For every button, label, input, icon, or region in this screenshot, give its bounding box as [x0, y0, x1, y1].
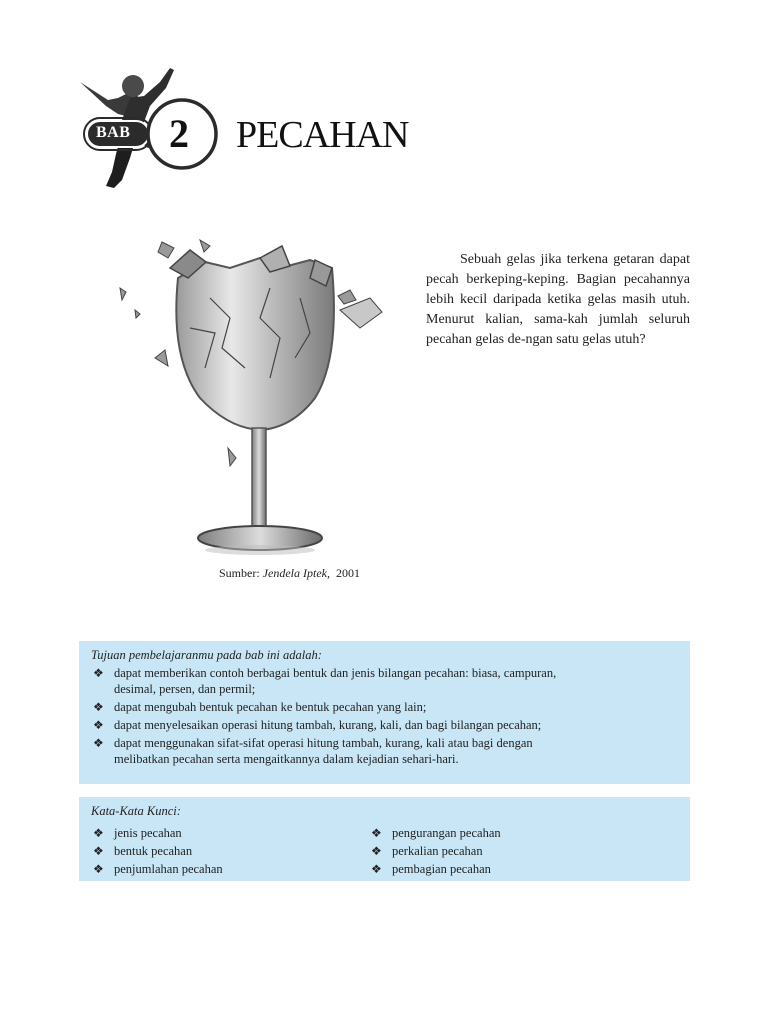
caption-year: 2001: [335, 566, 360, 580]
broken-glass-image: [110, 238, 400, 568]
keywords-title: Kata-Kata Kunci:: [91, 804, 181, 818]
bullet-icon: ❖: [93, 666, 104, 680]
keyword-item: ❖ pengurangan pecahan: [371, 826, 501, 840]
bab-label: BAB: [96, 124, 131, 141]
bullet-icon: ❖: [93, 718, 104, 732]
list-item: ❖ dapat memberikan contoh berbagai bentuk dan jenis bilangan pecahan: biasa, campuran, desimal, persen, dan permil;: [93, 666, 557, 696]
objectives-list: [91, 665, 678, 767]
bullet-icon: ❖: [93, 826, 104, 840]
bullet-icon: ❖: [93, 844, 104, 858]
keyword-item: ❖ perkalian pecahan: [371, 844, 483, 858]
bullet-icon: ❖: [93, 736, 104, 750]
objectives-title: Tujuan pembelajaranmu pada bab ini adalah:: [91, 648, 322, 662]
bullet-icon: ❖: [93, 862, 104, 876]
keywords-list: [91, 825, 678, 879]
list-item: ❖ dapat mengubah bentuk pecahan ke bentuk pecahan yang lain;: [93, 700, 427, 714]
caption-source: Jendela Iptek,: [262, 566, 330, 580]
list-item: ❖ dapat menggunakan sifat-sifat operasi hitung tambah, kurang, kali atau bagi dengan melibatkan pecahan serta mengaitkannya dalam kejadian sehari-hari.: [93, 736, 533, 766]
keyword-item: ❖ bentuk pecahan: [93, 844, 193, 858]
keyword-item: ❖ pembagian pecahan: [371, 862, 491, 876]
keywords-box: [79, 797, 690, 881]
keyword-item: ❖ penjumlahan pecahan: [93, 862, 223, 876]
chapter-title: PECAHAN: [236, 114, 409, 156]
bullet-icon: ❖: [371, 862, 382, 876]
list-item: ❖ dapat menyelesaikan operasi hitung tambah, kurang, kali, dan bagi bilangan pecahan;: [93, 718, 542, 732]
bullet-icon: ❖: [371, 826, 382, 840]
bullet-icon: ❖: [371, 844, 382, 858]
objectives-box: [79, 641, 690, 784]
chapter-number: 2: [169, 111, 189, 156]
bullet-icon: ❖: [93, 700, 104, 714]
caption-prefix: Sumber:: [219, 566, 260, 580]
intro-paragraph: Sebuah gelas jika terkena getaran dapat pecah berkeping-keping. Bagian pecahannya lebih kecil daripada ketika gelas masih utuh. Menurut kalian, sama-kah jumlah seluruh pecahan gelas de-ngan satu gelas utuh?: [426, 252, 690, 347]
figure-caption: [219, 566, 360, 581]
keyword-item: ❖ jenis pecahan: [93, 826, 182, 840]
